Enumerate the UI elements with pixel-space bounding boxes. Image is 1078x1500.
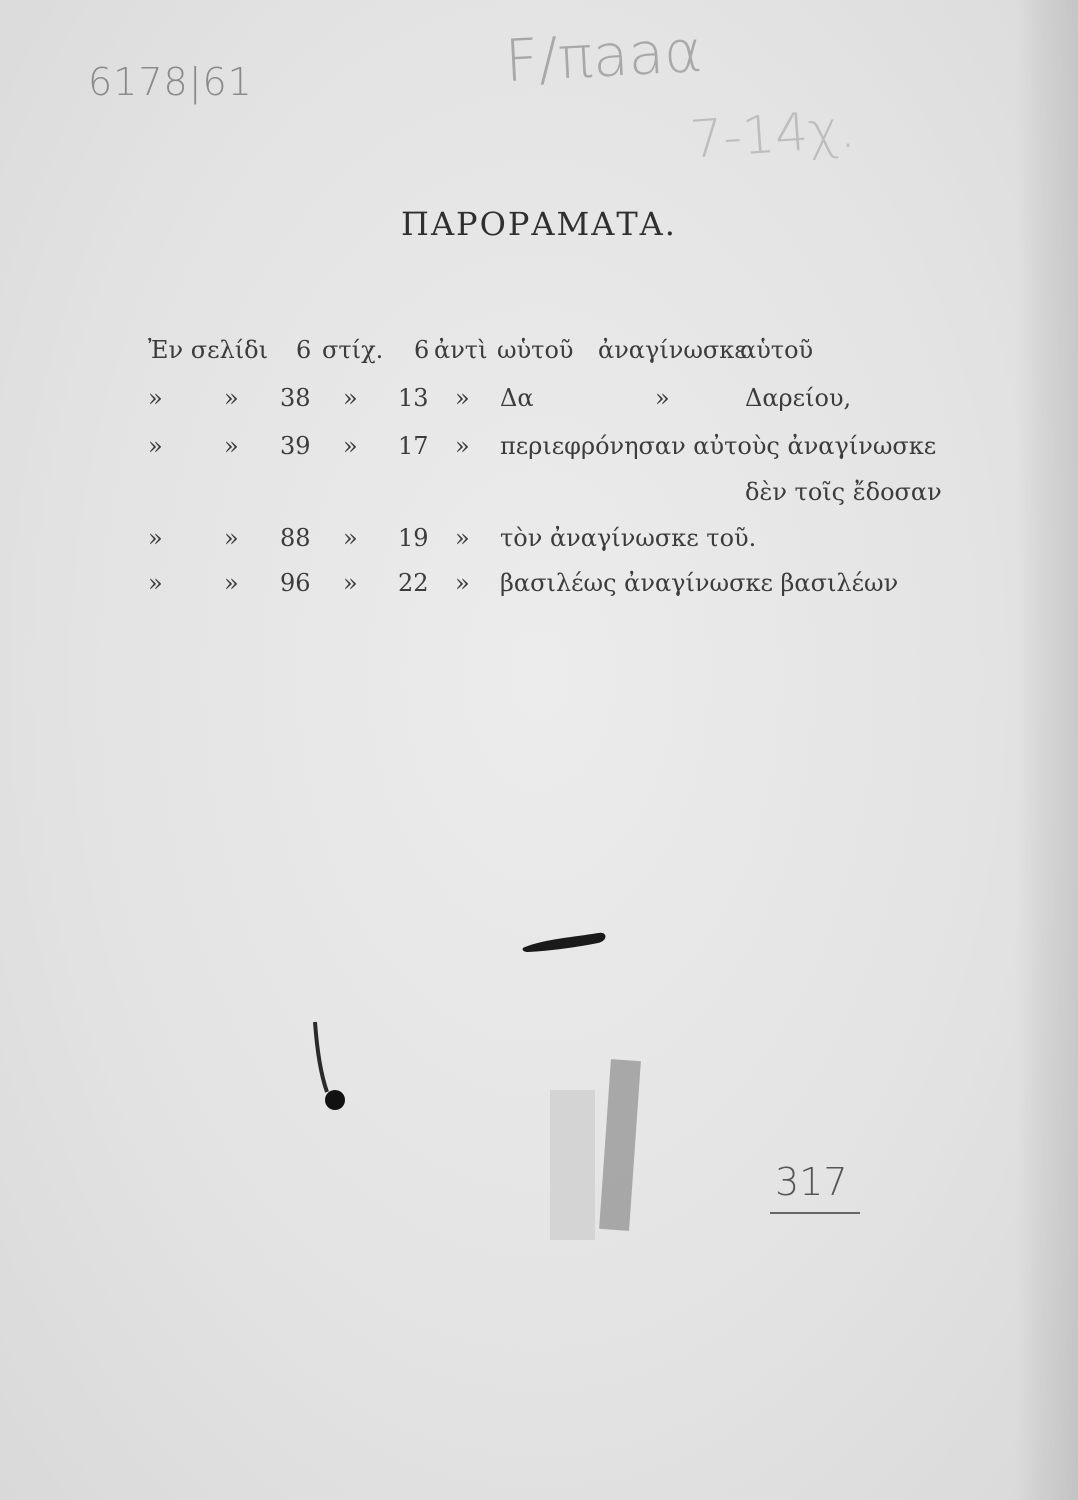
continuation-text: δὲν τοῖς ἔδοσαν (745, 478, 942, 506)
ink-blot-drop (305, 1020, 365, 1120)
header-line: 6 (414, 336, 430, 364)
ink-blot-stroke (520, 925, 610, 955)
ditto-mark: » (343, 569, 358, 597)
ditto-mark: » (455, 384, 470, 412)
shelfmark-annotation: 6178|61 (88, 60, 253, 104)
read-word: ἀναγίνωσκε (598, 336, 747, 364)
page-number: 96 (280, 569, 311, 597)
ditto-mark: » (343, 524, 358, 552)
errata-row-continuation (0, 472, 1000, 512)
ditto-mark: » (455, 569, 470, 597)
page-word: Ἐν σελίδι (148, 336, 268, 364)
wrong-reading: τὸν ἀναγίνωσκε τοῦ. (500, 524, 757, 552)
wrong-reading: περιεφρόνησαν αὐτοὺς ἀναγίνωσκε (500, 432, 937, 460)
page-number: 39 (280, 432, 311, 460)
ditto-mark: » (224, 384, 239, 412)
errata-header-row (0, 330, 1000, 370)
ditto-mark: » (455, 432, 470, 460)
ditto-mark: » (224, 432, 239, 460)
instead-word: ἀντὶ (434, 336, 488, 364)
wrong-reading: Δα (500, 384, 534, 412)
page-number: 88 (280, 524, 311, 552)
header-wrong: ωὑτοῦ (497, 336, 574, 364)
pencil-smudge (520, 1050, 670, 1250)
ditto-mark: » (148, 384, 163, 412)
ditto-mark: » (455, 524, 470, 552)
ditto-mark: » (148, 569, 163, 597)
errata-row (0, 563, 1000, 603)
ditto-mark: » (343, 432, 358, 460)
page-number: 38 (280, 384, 311, 412)
line-number: 19 (398, 524, 429, 552)
wrong-reading: βασιλέως ἀναγίνωσκε βασιλέων (500, 569, 899, 597)
folio-underline (770, 1212, 860, 1214)
ditto-mark: » (148, 524, 163, 552)
pencil-note-top: F/πaaα (503, 16, 704, 96)
errata-row (0, 426, 1000, 466)
line-number: 13 (398, 384, 429, 412)
ditto-mark: » (148, 432, 163, 460)
errata-row (0, 518, 1000, 558)
folio-number: 317 (775, 1160, 848, 1204)
errata-list (0, 0, 1078, 700)
page-title: ΠΑΡΟΡΑΜΑΤΑ. (401, 205, 677, 243)
ditto-mark: » (224, 524, 239, 552)
header-right: αὑτοῦ (740, 336, 814, 364)
ditto-mark: » (655, 384, 670, 412)
ditto-mark: » (343, 384, 358, 412)
header-page: 6 (296, 336, 312, 364)
line-number: 17 (398, 432, 429, 460)
correct-reading: Δαρείου, (745, 384, 852, 412)
ditto-mark: » (224, 569, 239, 597)
pencil-note-range: 7-14χ. (688, 99, 858, 171)
line-number: 22 (398, 569, 429, 597)
line-word: στίχ. (322, 336, 384, 364)
errata-row (0, 378, 1000, 418)
